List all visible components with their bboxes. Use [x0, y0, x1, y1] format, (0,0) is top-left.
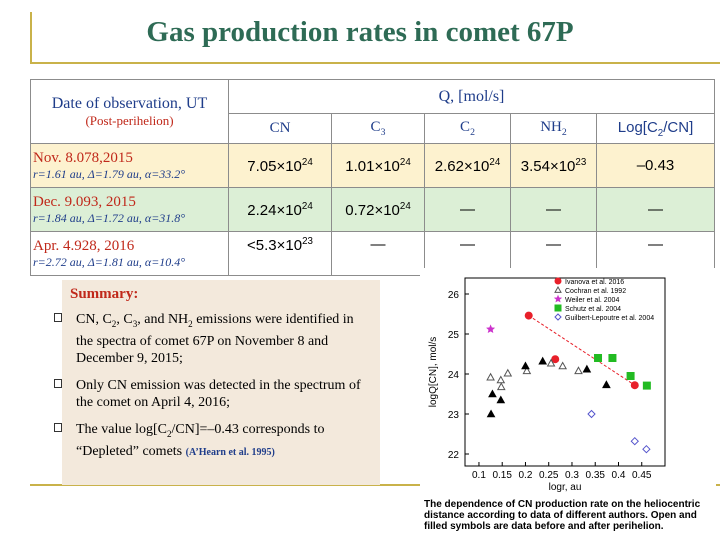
y-tick-label: 25 [447, 330, 459, 341]
x-tick-label: 0.45 [632, 470, 652, 481]
y-axis-label: logQ[CN], mol/s [428, 336, 439, 408]
y-tick-label: 23 [447, 410, 459, 421]
data-point [609, 355, 616, 362]
date-column-header [31, 80, 229, 144]
col-header-nh2: $NH_2$ [511, 114, 597, 144]
log-ratio-cell: — [597, 188, 715, 232]
table-row [31, 188, 715, 232]
production-rates-table [30, 79, 715, 276]
legend-label: Weiler et al. 2004 [565, 297, 620, 304]
data-point [552, 356, 559, 363]
nh2-value-cell: — [511, 188, 597, 232]
data-point [525, 312, 532, 319]
x-tick-label: 0.35 [585, 470, 605, 481]
date-cell: Dec. 9.093, 2015 r=1.84 au, Δ=1.72 au, α=31.8° [31, 188, 229, 232]
y-tick-label: 22 [447, 450, 459, 461]
x-axis-label: logr, au [548, 482, 582, 492]
q-column-header: Q, [mol/s] [229, 80, 715, 114]
data-point [595, 355, 602, 362]
checkbox-bullet-icon [54, 423, 62, 432]
x-tick-label: 0.4 [611, 470, 626, 481]
legend-label: Cochran et al. 1992 [565, 288, 627, 295]
summary-item: Only CN emission was detected in the spectrum of the comet on April 4, 2016; [70, 377, 372, 411]
date-cell: Apr. 4.928, 2016 r=2.72 au, Δ=1.81 au, α=10.4° [31, 232, 229, 276]
table-row [31, 144, 715, 188]
table-header-row [31, 80, 715, 114]
cn-value-cell: $<5.3\times 10^{23}$ [229, 232, 332, 276]
col-header-log-ratio: $Log[C_2/CN]$ [597, 114, 715, 144]
date-header-text: Date of observation, UT [51, 94, 208, 112]
checkbox-bullet-icon [54, 313, 62, 322]
x-tick-label: 0.3 [565, 470, 579, 481]
col-header-c3: $C_3$ [332, 114, 425, 144]
data-point [631, 382, 638, 389]
col-header-cn: CN [229, 114, 332, 144]
summary-item: CN, $C_2$, $C_3$, and $NH_2$ emissions were identified in the spectra of comet 67P on November 8 and December 9, 2015; [70, 311, 372, 367]
y-tick-label: 26 [447, 290, 459, 301]
x-tick-label: 0.15 [492, 470, 512, 481]
data-point [627, 373, 634, 380]
x-tick-label: 0.2 [518, 470, 533, 481]
cn-value-cell: $2.24\times 10^{24}$ [229, 188, 332, 232]
log-ratio-cell: — [597, 232, 715, 276]
date-cell: Nov. 8.078,2015 r=1.61 au, Δ=1.79 au, α=33.2° [31, 144, 229, 188]
decorative-top-line [30, 62, 720, 64]
log-ratio-cell: –0.43 [597, 144, 715, 188]
data-point [643, 382, 650, 389]
c3-value-cell: $1.01\times 10^{24}$ [332, 144, 425, 188]
nh2-value-cell: $3.54\times 10^{23}$ [511, 144, 597, 188]
checkbox-bullet-icon [54, 379, 62, 388]
cn-value-cell: $7.05\times 10^{24}$ [229, 144, 332, 188]
legend-label: Schutz et al. 2004 [565, 306, 622, 313]
c2-value-cell: — [425, 232, 511, 276]
chart-caption: The dependence of CN production rate on the heliocentric distance according to data of different authors. Open and filled symbols are data before and after perihelion. [424, 499, 701, 532]
c3-value-cell: — [332, 232, 425, 276]
nh2-value-cell: — [511, 232, 597, 276]
date-subheader-text: (Post-perihelion) [85, 112, 174, 128]
legend-marker [555, 305, 561, 311]
summary-box [62, 280, 380, 485]
x-tick-label: 0.25 [538, 470, 559, 481]
col-header-c2: $C_2$ [425, 114, 511, 144]
legend-label: Ivanova et al. 2016 [565, 279, 625, 286]
slide-title: Gas production rates in comet 67P [146, 16, 574, 48]
legend-marker [555, 278, 561, 284]
y-tick-label: 24 [447, 370, 459, 381]
c2-value-cell: — [425, 188, 511, 232]
citation: (A’Hearn et al. 1995) [185, 446, 275, 458]
x-tick-label: 0.1 [472, 470, 486, 481]
c3-value-cell: $0.72\times 10^{24}$ [332, 188, 425, 232]
legend-label: Guilbert-Lepoutre et al. 2004 [565, 315, 655, 322]
c2-value-cell: $2.62\times 10^{24}$ [425, 144, 511, 188]
summary-title: Summary: [70, 286, 139, 302]
summary-item: The value $\log[C_2/CN]=-0.43$ corresponds to “Depleted” comets (A’Hearn et al. 1995) [70, 421, 372, 461]
cn-production-chart [420, 268, 716, 492]
